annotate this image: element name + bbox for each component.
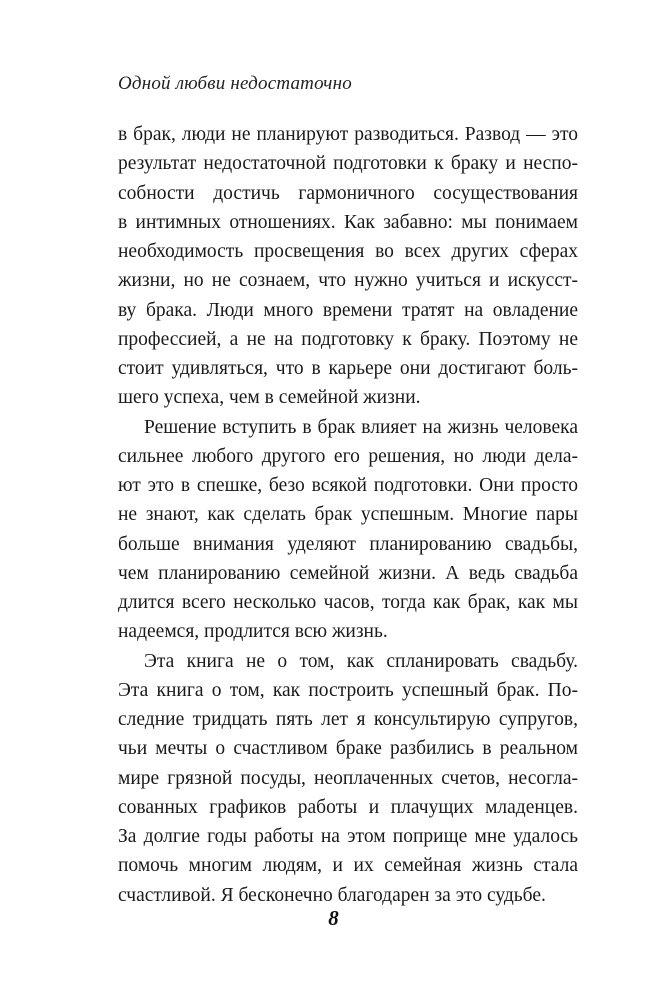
text-line: Решение вступить в брак влияет на жизнь человека xyxy=(144,416,578,438)
paragraph-3 xyxy=(118,647,578,910)
text-line: больше внимания уделяют планированию свадьбы, xyxy=(118,533,578,555)
paragraph-1 xyxy=(118,120,578,413)
text-line: необходимость просвещения во всех других сферах xyxy=(118,241,578,262)
text-line: Эта книга о том, как построить успешный брак. По- xyxy=(118,679,578,701)
text-line: собности достичь гармоничного сосуществования xyxy=(118,182,578,204)
body-text xyxy=(118,120,578,910)
text-line: помочь многим людям, и их семейная жизнь стала xyxy=(118,855,578,877)
text-line: чьи мечты о счастливом браке разбились в реальном xyxy=(118,738,578,760)
text-line: Эта книга не о том, как спланировать свадьбу. xyxy=(144,650,578,672)
text-line: профессией, а не на подготовку к браку. Поэтому не xyxy=(118,328,578,350)
text-line: чем планированию семейной жизни. А ведь свадьба xyxy=(118,562,578,584)
text-line: сованных графиков работы и плачущих младенцев. xyxy=(118,796,578,818)
text-line: результат недостаточной подготовки к браку и неспо- xyxy=(118,153,578,175)
text-line: сильнее любого другого его решения, но люди дела- xyxy=(118,445,578,467)
text-line: не знают, как сделать брак успешным. Многие пары xyxy=(118,504,578,526)
text-line: следние тридцать пять лет я консультирую супругов, xyxy=(118,709,578,730)
text-line: надеемся, продлится всю жизнь. xyxy=(118,621,388,643)
text-line: счастливой. Я бесконечно благодарен за это судьбе. xyxy=(118,884,546,906)
text-line: стоит удивляться, что в карьере они достигают боль- xyxy=(118,358,578,379)
text-line: жизни, но не сознаем, что нужно учиться и искусст- xyxy=(118,270,578,292)
text-line: в брак, люди не планируют разводиться. Развод — это xyxy=(118,124,578,145)
page-number: 8 xyxy=(328,906,339,930)
text-line: ют это в спешке, безо всякой подготовки. Они просто xyxy=(118,475,578,496)
text-line: мире грязной посуды, неоплаченных счетов, несогла- xyxy=(118,767,578,789)
text-line: За долгие годы работы на этом поприще мне удалось xyxy=(118,826,578,847)
text-line: в интимных отношениях. Как забавно: мы понимаем xyxy=(118,211,578,233)
text-line: длится всего несколько часов, тогда как брак, как мы xyxy=(118,592,578,613)
paragraph-2 xyxy=(118,413,578,647)
running-head: Одной любви недостаточно xyxy=(118,73,352,94)
text-line: шего успеха, чем в семейной жизни. xyxy=(118,387,421,409)
text-line: ву брака. Люди много времени тратят на овладение xyxy=(118,299,578,321)
